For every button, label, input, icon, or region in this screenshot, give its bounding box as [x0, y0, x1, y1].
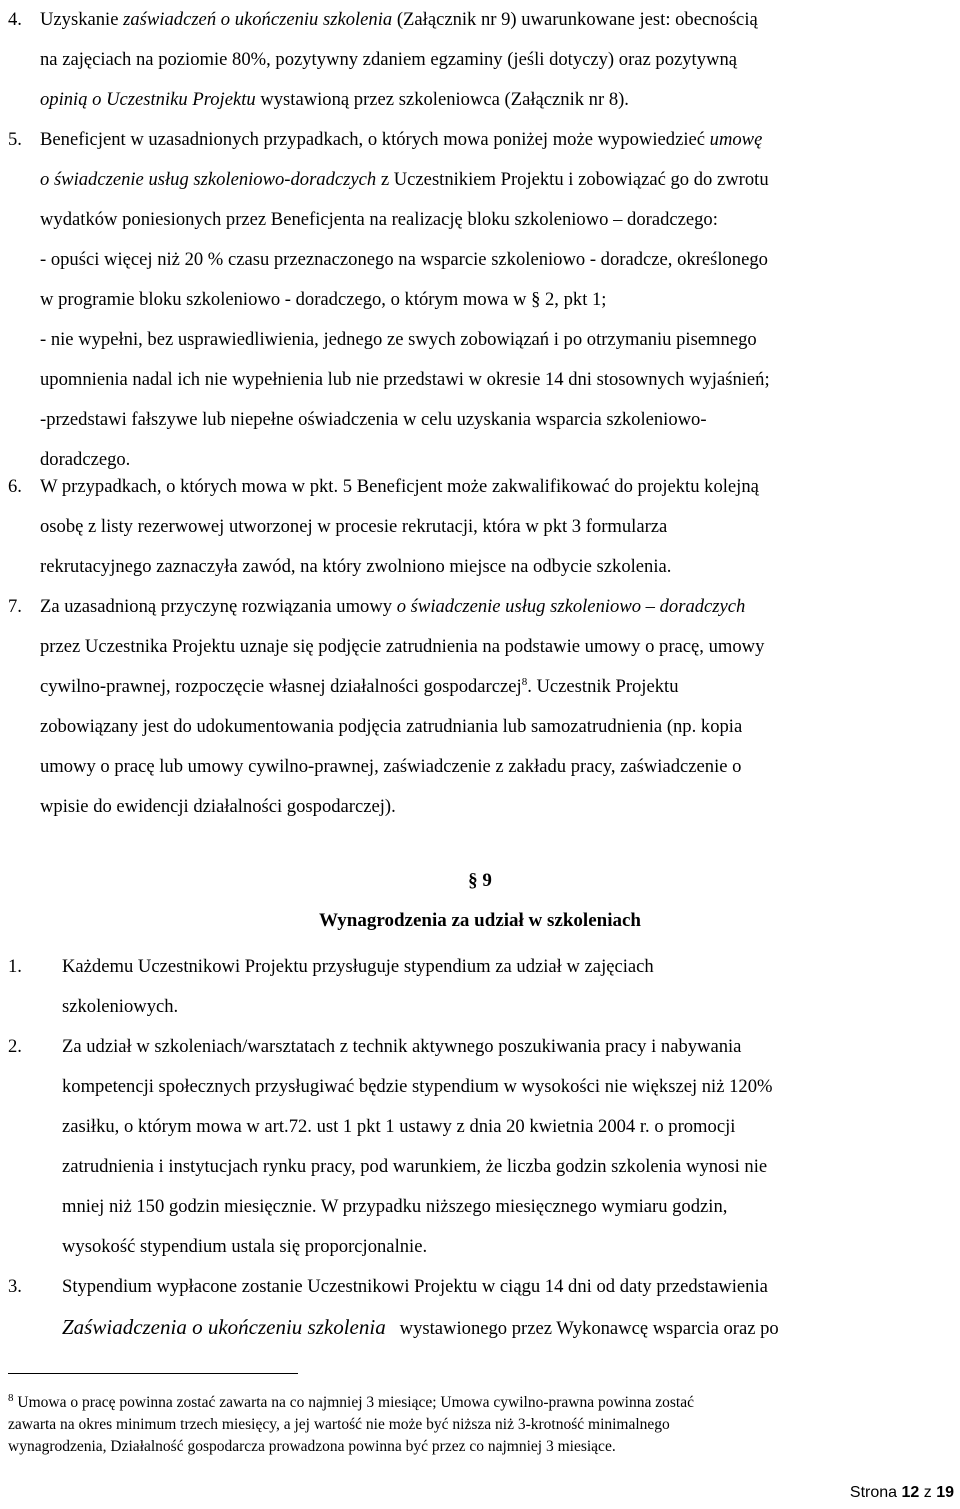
- text-span: wystawioną przez szkoleniowca (Załącznik nr 8).: [255, 89, 629, 110]
- italic-text: o świadczenie usług szkoleniowo-doradczych: [40, 169, 377, 190]
- text-line: - nie wypełni, bez usprawiedliwienia, jednego ze swych zobowiązań i po otrzymaniu pisemnego: [40, 329, 757, 350]
- text-line: na zajęciach na poziomie 80%, pozytywny zdaniem egzaminy (jeśli dotyczy) oraz pozytywną: [40, 49, 737, 70]
- item-number: 1.: [8, 956, 22, 977]
- text-line: [62, 1307, 952, 1347]
- text-line: osobę z listy rezerwowej utworzonej w procesie rekrutacji, która w pkt 3 formularza: [40, 516, 668, 537]
- text-line: [40, 160, 952, 200]
- text-line: Każdemu Uczestnikowi Projektu przysługuje stypendium za udział w zajęciach: [62, 956, 654, 977]
- text-line: szkoleniowych.: [62, 996, 179, 1017]
- text-span: Beneficjent w uzasadnionych przypadkach, o których mowa poniżej może wypowiedzieć: [40, 129, 710, 150]
- text-span: wystawionego przez Wykonawcę wsparcia oraz po: [399, 1318, 779, 1339]
- text-line: - opuści więcej niż 20 % czasu przeznaczonego na wsparcie szkoleniowo - doradcze, określonego: [40, 249, 768, 270]
- footnote-line: zawarta na okres minimum trzech miesięcy, a jej wartość nie może być niższa niż 3-krotność minimalnego: [8, 1416, 670, 1433]
- text-span: Umowa o pracę powinna zostać zawarta na co najmniej 3 miesiące; Umowa cywilno-prawna powinna zostać: [13, 1394, 694, 1411]
- footnote-line: wynagrodzenia, Działalność gospodarcza prowadzona powinna być przez co najmniej 3 miesiące.: [8, 1438, 616, 1455]
- text-span: (Załącznik nr 9) uwarunkowane jest: obecnością: [392, 9, 758, 30]
- text-span: . Uczestnik Projektu: [527, 676, 679, 697]
- text-line: [40, 0, 952, 40]
- total-pages: 19: [936, 1484, 954, 1501]
- paragraph-number: 6.: [8, 476, 22, 497]
- italic-text: o świadczenie usług szkoleniowo – doradczych: [396, 596, 746, 617]
- text-line: zobowiązany jest do udokumentowania podjęcia zatrudniania lub samozatrudnienia (np. kopia: [40, 716, 743, 737]
- footnote-mark: 8: [8, 1391, 14, 1404]
- text-line: [40, 667, 952, 707]
- text-line: zatrudnienia i instytucjach rynku pracy, pod warunkiem, że liczba godzin szkolenia wynosi nie: [62, 1156, 768, 1177]
- text-span: Uzyskanie: [40, 9, 124, 30]
- item-number: 2.: [8, 1036, 22, 1057]
- text-line: umowy o pracę lub umowy cywilno-prawnej, zaświadczenie z zakładu pracy, zaświadczenie o: [40, 756, 742, 777]
- paragraph-number: 7.: [8, 596, 22, 617]
- text-span: Za uzasadnioną przyczynę rozwiązania umowy: [40, 596, 397, 617]
- text-line: wpisie do ewidencji działalności gospodarczej).: [40, 796, 396, 817]
- footnote-separator: [8, 1373, 298, 1374]
- text-line: doradczego.: [40, 449, 131, 470]
- text-line: wydatków poniesionych przez Beneficjenta na realizację bloku szkoleniowo – doradczego:: [40, 209, 718, 230]
- text-line: [40, 80, 952, 120]
- text-line: kompetencji społecznych przysługiwać będzie stypendium w wysokości nie większej niż 120%: [62, 1076, 773, 1097]
- text-line: rekrutacyjnego zaznaczyła zawód, na który zwolniono miejsce na odbycie szkolenia.: [40, 556, 672, 577]
- text-line: wysokość stypendium ustala się proporcjonalnie.: [62, 1236, 428, 1257]
- page-number: [850, 1484, 954, 1502]
- text-line: przez Uczestnika Projektu uznaje się podjęcie zatrudnienia na podstawie umowy o pracę, umowy: [40, 636, 765, 657]
- paragraph-number: 5.: [8, 129, 22, 150]
- text-line: w programie bloku szkoleniowo - doradczego, o którym mowa w § 2, pkt 1;: [40, 289, 607, 310]
- paragraph-number: 4.: [8, 9, 22, 30]
- section-number: § 9: [468, 870, 492, 891]
- italic-text: zaświadczeń o ukończeniu szkolenia: [123, 9, 393, 30]
- footnote: [8, 1392, 952, 1458]
- page-of: z: [919, 1484, 937, 1501]
- text-line: Za udział w szkoleniach/warsztatach z technik aktywnego poszukiwania pracy i nabywania: [62, 1036, 742, 1057]
- footnote-line: [8, 1392, 952, 1414]
- text-line: -przedstawi fałszywe lub niepełne oświadczenia w celu uzyskania wsparcia szkoleniowo-: [40, 409, 707, 430]
- italic-text: opinią o Uczestniku Projektu: [40, 89, 256, 110]
- footnote-reference: 8: [521, 675, 528, 688]
- text-line: W przypadkach, o których mowa w pkt. 5 Beneficjent może zakwalifikować do projektu kolejną: [40, 476, 759, 497]
- text-line: Stypendium wypłacone zostanie Uczestnikowi Projektu w ciągu 14 dni od daty przedstawienia: [62, 1276, 768, 1297]
- text-span: z Uczestnikiem Projektu i zobowiązać go do zwrotu: [376, 169, 769, 190]
- italic-text: Zaświadczenia o ukończeniu szkolenia: [62, 1315, 386, 1339]
- italic-text: umowę: [709, 129, 763, 150]
- text-line: zasiłku, o którym mowa w art.72. ust 1 pkt 1 ustawy z dnia 20 kwietnia 2004 r. o promocji: [62, 1116, 736, 1137]
- text-line: [40, 120, 952, 160]
- text-line: mniej niż 150 godzin miesięcznie. W przypadku niższego miesięcznego wymiaru godzin,: [62, 1196, 728, 1217]
- item-number: 3.: [8, 1276, 22, 1297]
- current-page: 12: [901, 1484, 920, 1501]
- page-label: Strona: [849, 1484, 902, 1501]
- text-line: upomnienia nadal ich nie wypełnienia lub nie przedstawi w okresie 14 dni stosownych wyjaśnień;: [40, 369, 770, 390]
- text-span: cywilno-prawnej, rozpoczęcie własnej działalności gospodarczej: [40, 676, 522, 697]
- text-line: [40, 587, 952, 627]
- section-title: Wynagrodzenia za udział w szkoleniach: [319, 910, 641, 931]
